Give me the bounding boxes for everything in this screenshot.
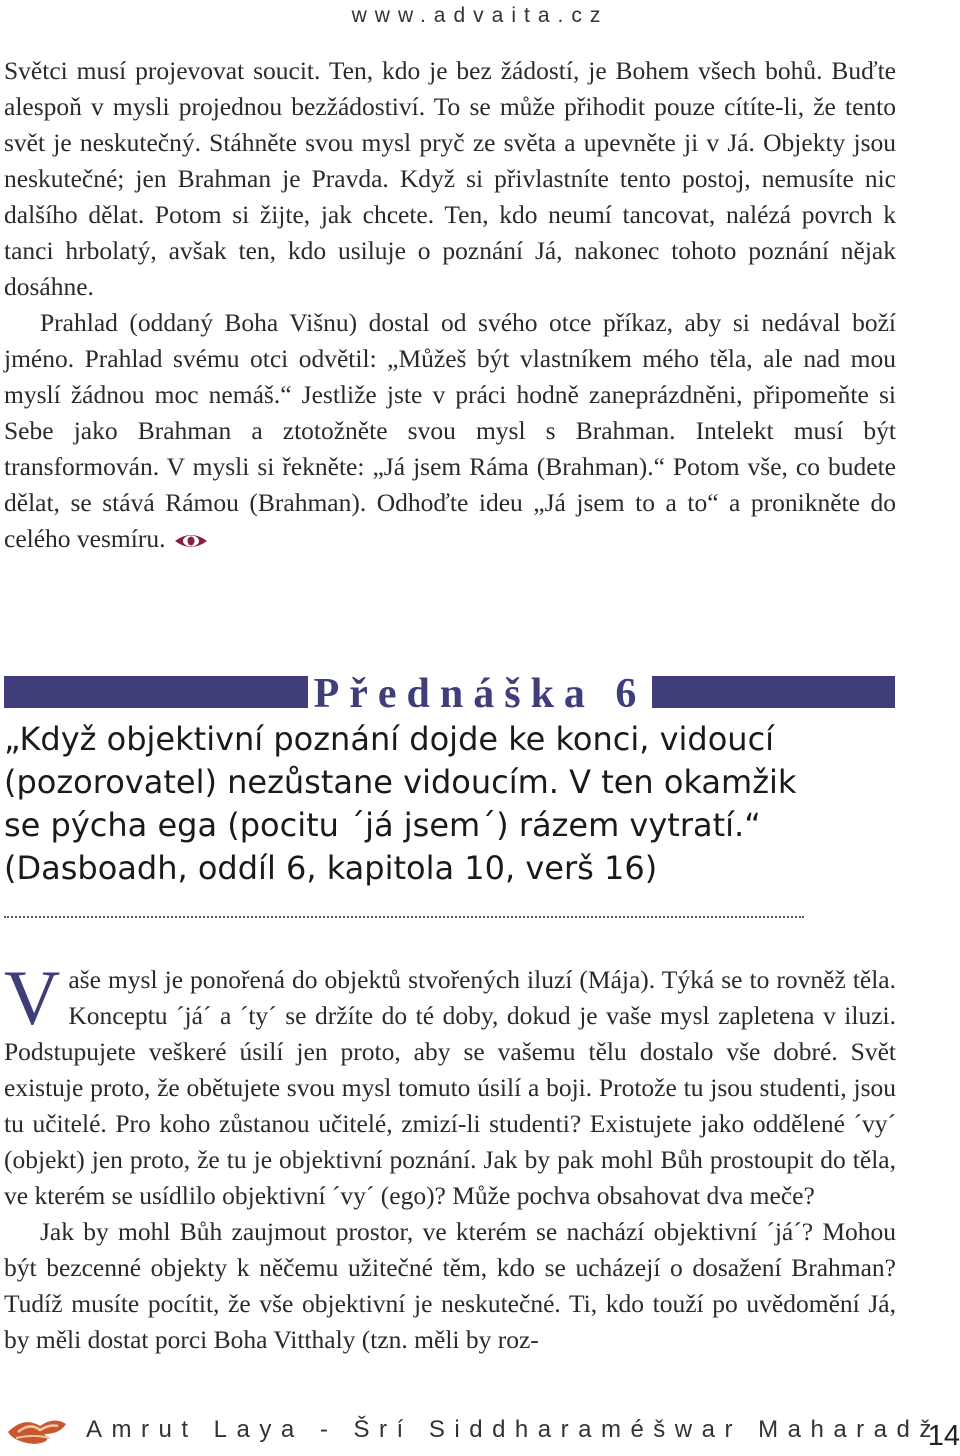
paragraph [4, 954, 896, 1214]
paragraph-text: Prahlad (oddaný Boha Višnu) dostal od svého otce příkaz, aby si nedával boží jméno. Prahlad svému otci odvětil: „Můžeš být vlastníkem mého těla, ale nad mou myslí žádnou moc nemáš.“ Jestliže jste v práci hodně zaneprázdněni, připomeňte si Sebe jako Brahman a ztotožněte svou mysl s Brahman. Intelekt musí být transformován. V mysli si řekněte: „Já jsem Ráma (Brahman).“ Potom vše, co budete dělat, se stává Rámou (Brahman). Odhoďte ideu „Já jsem to a to“ a pronikněte do celého vesmíru. [4, 308, 896, 553]
lecture-title-text: Přednáška 6 [308, 671, 653, 717]
section-1-text [4, 53, 896, 557]
page-number: 14 [927, 1420, 960, 1452]
paragraph [4, 305, 896, 557]
paragraph-text: aše mysl je ponořená do objektů stvořených iluzí (Mája). Týká se to rovněž těla. Konceptu ´já´ a ´ty´ se držíte do té doby, dokud je vaše mysl zapletena v iluzi. Podstupujete veškeré úsilí jen proto, aby se vašemu tělu dostalo vše dobré. Svět existuje proto, že obětujete svou mysl tomuto úsilí a boji. Protože tu jsou studenti, jsou tu učitelé. Pro koho zůstanou učitelé, zmizí-li studenti? Existujete jako oddělené ´vy´ (objekt) jen proto, že tu je objektivní poznání. Jak by pak mohl Bůh prostoupit do těla, ve kterém se usídlilo objektivní ´vy´ (ego)? Může pochva obsahovat dva meče? [4, 965, 896, 1210]
lecture-title [0, 666, 960, 722]
site-url-header[interactable]: www.advaita.cz [351, 4, 609, 27]
lecture-quote: „Když objektivní poznání dojde ke konci, vidoucí (pozorovatel) nezůstane vidoucím. V ten okamžik se pýcha ega (pocitu ´já jsem´) rázem vytratí.“ (Dasboadh, oddíl 6, kapitola 10, verš 16) [4, 720, 797, 887]
drop-cap: V [4, 954, 61, 1041]
section-2-text [4, 954, 896, 1358]
paragraph: Jak by mohl Bůh zaujmout prostor, ve kterém se nachází objektivní ´já´? Mohou být bezcenné objekty k něčemu užitečné těm, kdo se ucházejí o dosažení Brahman? Tudíž musíte pocítit, že vše objektivní je neskutečné. Ti, kdo touží po uvědomění Já, by měli dostat porci Boha Vitthaly (tzn. měli by roz- [4, 1217, 896, 1354]
footer-title: Amrut Laya - Šrí Siddharaméšwar Maharadž [86, 1416, 941, 1443]
lotus-logo-icon [4, 1412, 70, 1446]
separator [4, 916, 804, 918]
paragraph: Světci musí projevovat soucit. Ten, kdo je bez žádostí, je Bohem všech bohů. Buďte alespoň v mysli projednou bezžádostiví. To se může přihodit pouze cítíte-li, že tento svět je neskutečný. Stáhněte svou mysl pryč ze světa a upevněte ji v Já. Objekty jsou neskutečné; jen Brahman je Pravda. Když si přivlastníte tento postoj, nemusíte nic dalšího dělat. Potom si žijte, jak chcete. Ten, kdo neumí tancovat, nalézá povrch k tanci hrbolatý, avšak ten, kdo usiluje o poznání Já, nakonec tohoto poznání nějak dosáhne. [4, 56, 896, 301]
eye-ornament-icon [173, 532, 209, 550]
